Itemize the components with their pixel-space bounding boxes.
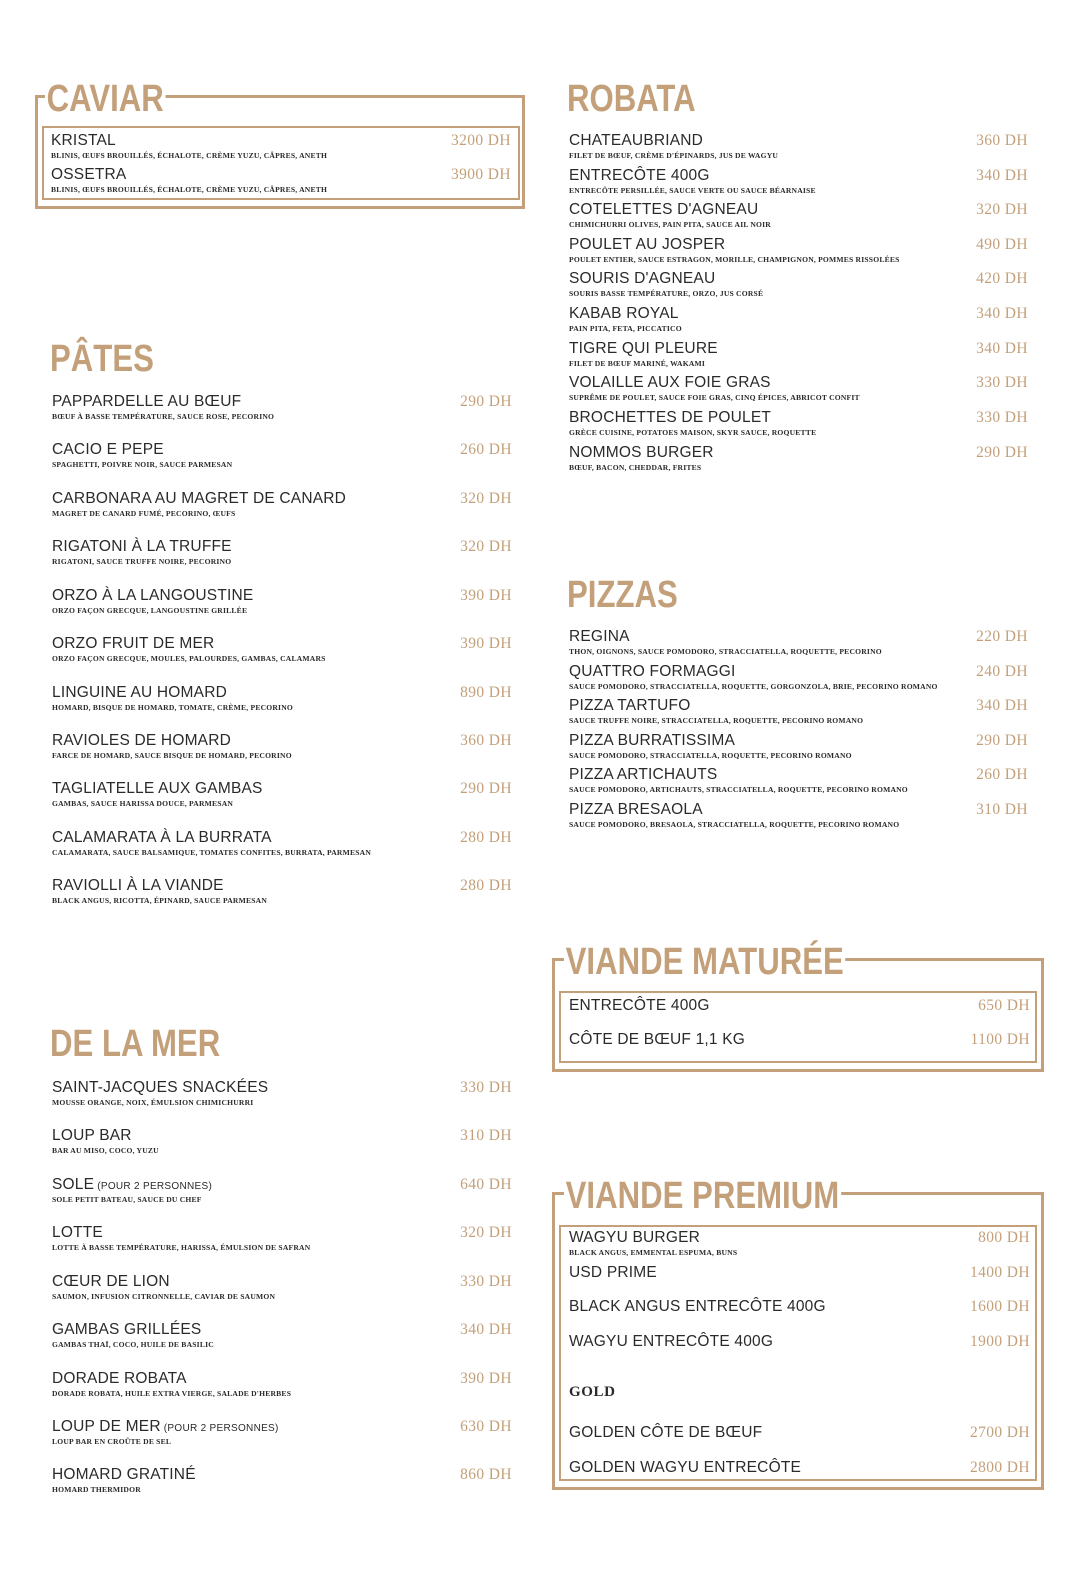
item-name: LOTTE <box>52 1224 103 1241</box>
item-name: CÔTE DE BŒUF 1,1 KG <box>569 1031 746 1048</box>
item-name: VOLAILLE AUX FOIE GRAS <box>569 374 771 391</box>
menu-item <box>569 801 1028 831</box>
item-name: ENTRECÔTE 400G <box>569 167 710 184</box>
item-description: THON, OIGNONS, SAUCE POMODORO, STRACCIATELLA, ROQUETTE, PECORINO <box>569 647 882 656</box>
menu-item <box>569 270 1028 300</box>
menu-item <box>52 393 512 423</box>
item-description: LOTTE À BASSE TEMPÉRATURE, HARISSA, ÉMULSION DE SAFRAN <box>52 1243 311 1252</box>
item-price: 290 DH <box>976 444 1028 461</box>
item-price: 490 DH <box>976 236 1028 253</box>
item-price: 320 DH <box>976 201 1028 218</box>
item-name: PAPPARDELLE AU BŒUF <box>52 393 242 410</box>
item-price: 2700 DH <box>969 1424 1030 1441</box>
item-description: GRÈCE CUISINE, POTATOES MAISON, SKYR SAUCE, ROQUETTE <box>569 428 817 437</box>
item-price: 240 DH <box>976 663 1028 680</box>
item-description: MOUSSE ORANGE, NOIX, ÉMULSION CHIMICHURRI <box>52 1098 254 1107</box>
menu-item <box>52 1466 512 1496</box>
item-price: 360 DH <box>976 132 1028 149</box>
item-description: BŒUF, BACON, CHEDDAR, FRITES <box>569 463 702 472</box>
menu-item <box>569 997 1030 1019</box>
item-name: KRISTAL <box>51 132 116 149</box>
menu-item <box>52 587 512 617</box>
menu-item <box>569 305 1028 335</box>
item-price: 390 DH <box>460 1370 512 1387</box>
item-name: ORZO À LA LANGOUSTINE <box>52 587 254 604</box>
item-price: 310 DH <box>976 801 1028 818</box>
item-name: ORZO FRUIT DE MER <box>52 635 215 652</box>
item-price: 280 DH <box>460 829 512 846</box>
robata-section <box>567 80 1028 480</box>
item-name: SAINT-JACQUES SNACKÉES <box>52 1079 269 1096</box>
item-price: 310 DH <box>460 1127 512 1144</box>
menu-item <box>52 684 512 714</box>
item-price: 3200 DH <box>450 132 511 149</box>
menu-item <box>51 166 511 196</box>
item-name: PIZZA TARTUFO <box>569 697 691 714</box>
viande-premium-section <box>552 1177 1044 1492</box>
item-name: SOURIS D'AGNEAU <box>569 270 716 287</box>
item-description: SAUMON, INFUSION CITRONNELLE, CAVIAR DE SAUMON <box>52 1292 276 1301</box>
pizzas-title: PIZZAS <box>567 574 678 616</box>
menu-item <box>569 409 1028 439</box>
item-description: DORADE ROBATA, HUILE EXTRA VIERGE, SALADE D'HERBES <box>52 1389 292 1398</box>
item-price: 1600 DH <box>969 1298 1030 1315</box>
item-name: DORADE ROBATA <box>52 1370 187 1387</box>
item-price: 390 DH <box>460 635 512 652</box>
item-name: KABAB ROYAL <box>569 305 679 322</box>
item-price: 2800 DH <box>969 1459 1030 1476</box>
item-description: SUPRÊME DE POULET, SAUCE FOIE GRAS, CINQ ÉPICES, ABRICOT CONFIT <box>569 393 860 402</box>
viande-maturee-section <box>552 943 1044 1071</box>
item-description: POULET ENTIER, SAUCE ESTRAGON, MORILLE, CHAMPIGNON, POMMES RISSOLÉES <box>569 255 900 264</box>
item-price: 1900 DH <box>969 1333 1030 1350</box>
item-description: BLINIS, ŒUFS BROUILLÉS, ÉCHALOTE, CRÈME YUZU, CÂPRES, ANETH <box>51 151 328 160</box>
item-description: BŒUF À BASSE TEMPÉRATURE, SAUCE ROSE, PECORINO <box>52 412 275 421</box>
item-name: PIZZA BRESAOLA <box>569 801 703 818</box>
menu-item <box>569 1298 1030 1320</box>
menu-item <box>569 167 1028 197</box>
menu-item <box>52 829 512 859</box>
item-name: POULET AU JOSPER <box>569 236 726 253</box>
item-description: SOLE PETIT BATEAU, SAUCE DU CHEF <box>52 1195 202 1204</box>
item-name: RAVIOLES DE HOMARD <box>52 732 232 749</box>
item-description: ORZO FAÇON GRECQUE, LANGOUSTINE GRILLÉE <box>52 606 248 615</box>
robata-title: ROBATA <box>567 78 696 120</box>
item-description: FILET DE BŒUF, CRÈME D'ÉPINARDS, JUS DE WAGYU <box>569 151 779 160</box>
item-description: GAMBAS THAÏ, COCO, HUILE DE BASILIC <box>52 1340 214 1349</box>
item-name: NOMMOS BURGER <box>569 444 714 461</box>
item-description: SPAGHETTI, POIVRE NOIR, SAUCE PARMESAN <box>52 460 233 469</box>
item-price: 340 DH <box>460 1321 512 1338</box>
item-name: OSSETRA <box>51 166 127 183</box>
menu-item <box>569 1459 1030 1481</box>
caviar-section <box>35 80 525 208</box>
item-description: CHIMICHURRI OLIVES, PAIN PITA, SAUCE AIL NOIR <box>569 220 771 229</box>
item-price: 340 DH <box>976 167 1028 184</box>
viande-maturee-title: VIANDE MATURÉE <box>565 941 844 983</box>
item-description: ENTRECÔTE PERSILLÉE, SAUCE VERTE OU SAUCE BÉARNAISE <box>569 186 816 195</box>
item-description: RIGATONI, SAUCE TRUFFE NOIRE, PECORINO <box>52 557 232 566</box>
menu-item <box>52 1418 512 1448</box>
item-description: BLACK ANGUS, EMMENTAL ESPUMA, BUNS <box>569 1248 738 1257</box>
item-name: PIZZA BURRATISSIMA <box>569 732 736 749</box>
item-price: 340 DH <box>976 697 1028 714</box>
viande-premium-title: VIANDE PREMIUM <box>565 1175 840 1217</box>
menu-item <box>569 1229 1030 1259</box>
item-name: WAGYU ENTRECÔTE 400G <box>569 1333 774 1350</box>
item-name: LOUP BAR <box>52 1127 132 1144</box>
item-description: FILET DE BŒUF MARINÉ, WAKAMI <box>569 359 706 368</box>
item-description: HOMARD THERMIDOR <box>52 1485 141 1494</box>
item-description: HOMARD, BISQUE DE HOMARD, TOMATE, CRÈME, PECORINO <box>52 703 294 712</box>
menu-item <box>52 877 512 907</box>
menu-item <box>569 766 1028 796</box>
item-price: 260 DH <box>460 441 512 458</box>
menu-item <box>569 444 1028 474</box>
menu-item <box>52 1127 512 1157</box>
item-price: 1400 DH <box>969 1264 1030 1281</box>
item-price: 290 DH <box>460 393 512 410</box>
item-description: SAUCE POMODORO, BRESAOLA, STRACCIATELLA, ROQUETTE, PECORINO ROMANO <box>569 820 900 829</box>
menu-item <box>52 490 512 520</box>
item-name: GOLDEN WAGYU ENTRECÔTE <box>569 1459 802 1476</box>
menu-item <box>52 732 512 762</box>
item-description: FARCE DE HOMARD, SAUCE BISQUE DE HOMARD, PECORINO <box>52 751 292 760</box>
menu-item <box>52 1224 512 1254</box>
item-name: CŒUR DE LION <box>52 1273 170 1290</box>
pizzas-section <box>567 576 1028 836</box>
item-name: REGINA <box>569 628 630 645</box>
item-price: 220 DH <box>976 628 1028 645</box>
item-description: PAIN PITA, FETA, PICCATICO <box>569 324 682 333</box>
item-price: 290 DH <box>976 732 1028 749</box>
menu-item <box>569 1031 1030 1053</box>
menu-item <box>52 1273 512 1303</box>
item-price: 330 DH <box>460 1273 512 1290</box>
item-name: ENTRECÔTE 400G <box>569 997 710 1014</box>
item-description: SAUCE TRUFFE NOIRE, STRACCIATELLA, ROQUETTE, PECORINO ROMANO <box>569 716 864 725</box>
menu-item <box>52 1176 512 1206</box>
item-price: 890 DH <box>460 684 512 701</box>
item-description: SAUCE POMODORO, ARTICHAUTS, STRACCIATELLA, ROQUETTE, PECORINO ROMANO <box>569 785 908 794</box>
item-price: 340 DH <box>976 340 1028 357</box>
menu-item <box>569 697 1028 727</box>
item-name: CARBONARA AU MAGRET DE CANARD <box>52 490 347 507</box>
item-price: 800 DH <box>978 1229 1030 1246</box>
item-name: BLACK ANGUS ENTRECÔTE 400G <box>569 1298 826 1315</box>
menu-item <box>52 538 512 568</box>
gold-subheading: GOLD <box>569 1384 616 1400</box>
item-name: CALAMARATA À LA BURRATA <box>52 829 272 846</box>
item-price: 630 DH <box>460 1418 512 1435</box>
item-price: 650 DH <box>978 997 1030 1014</box>
item-description: BLINIS, ŒUFS BROUILLÉS, ÉCHALOTE, CRÈME YUZU, CÂPRES, ANETH <box>51 185 328 194</box>
item-price: 280 DH <box>460 877 512 894</box>
menu-item <box>52 441 512 471</box>
item-description: ORZO FAÇON GRECQUE, MOULES, PALOURDES, GAMBAS, CALAMARS <box>52 654 326 663</box>
item-price: 330 DH <box>976 409 1028 426</box>
item-price: 260 DH <box>976 766 1028 783</box>
item-name: USD PRIME <box>569 1264 657 1281</box>
item-description: SOURIS BASSE TEMPÉRATURE, ORZO, JUS CORSÉ <box>569 289 764 298</box>
item-description: BLACK ANGUS, RICOTTA, ÉPINARD, SAUCE PARMESAN <box>52 896 268 905</box>
item-price: 330 DH <box>460 1079 512 1096</box>
item-price: 320 DH <box>460 490 512 507</box>
menu-item <box>569 732 1028 762</box>
item-name: GOLDEN CÔTE DE BŒUF <box>569 1424 763 1441</box>
item-name: PIZZA ARTICHAUTS <box>569 766 718 783</box>
menu-item <box>569 663 1028 693</box>
item-name: CHATEAUBRIAND <box>569 132 704 149</box>
item-description: LOUP BAR EN CROÛTE DE SEL <box>52 1437 172 1446</box>
menu-item <box>569 340 1028 370</box>
item-name: TAGLIATELLE AUX GAMBAS <box>52 780 263 797</box>
de-la-mer-section <box>50 1025 512 1495</box>
menu-item <box>569 628 1028 658</box>
item-name: RAVIOLLI À LA VIANDE <box>52 877 224 894</box>
pates-title: PÂTES <box>50 338 154 380</box>
menu-item <box>52 635 512 665</box>
item-price: 1100 DH <box>970 1031 1030 1048</box>
item-description: CALAMARATA, SAUCE BALSAMIQUE, TOMATES CONFITES, BURRATA, PARMESAN <box>52 848 372 857</box>
item-name: QUATTRO FORMAGGI <box>569 663 736 680</box>
menu-item <box>52 1370 512 1400</box>
item-name: BROCHETTES DE POULET <box>569 409 772 426</box>
menu-item <box>569 1264 1030 1286</box>
item-name: SOLE (POUR 2 PERSONNES) <box>52 1176 213 1193</box>
de-la-mer-title: DE LA MER <box>50 1023 221 1065</box>
item-name: RIGATONI À LA TRUFFE <box>52 538 232 555</box>
menu-item <box>569 374 1028 404</box>
item-price: 420 DH <box>976 270 1028 287</box>
item-name: COTELETTES D'AGNEAU <box>569 201 759 218</box>
caviar-title: CAVIAR <box>46 78 164 120</box>
menu-item <box>52 780 512 810</box>
menu-item <box>52 1321 512 1351</box>
item-name: GAMBAS GRILLÉES <box>52 1321 202 1338</box>
item-name: WAGYU BURGER <box>569 1229 701 1246</box>
item-price: 320 DH <box>460 538 512 555</box>
item-name: CACIO E PEPE <box>52 441 164 458</box>
item-price: 320 DH <box>460 1224 512 1241</box>
item-price: 360 DH <box>460 732 512 749</box>
item-description: SAUCE POMODORO, STRACCIATELLA, ROQUETTE, GORGONZOLA, BRIE, PECORINO ROMANO <box>569 682 938 691</box>
item-name: HOMARD GRATINÉ <box>52 1466 196 1483</box>
menu-item <box>52 1079 512 1109</box>
menu-item <box>51 132 511 162</box>
menu-item <box>569 1424 1030 1446</box>
item-price: 3900 DH <box>450 166 511 183</box>
item-price: 640 DH <box>460 1176 512 1193</box>
menu-item <box>569 132 1028 162</box>
menu-item <box>569 201 1028 231</box>
item-name: LINGUINE AU HOMARD <box>52 684 227 701</box>
item-name: TIGRE QUI PLEURE <box>569 340 718 357</box>
pates-section <box>50 340 512 920</box>
item-name: LOUP DE MER (POUR 2 PERSONNES) <box>52 1418 279 1435</box>
item-description: SAUCE POMODORO, STRACCIATELLA, ROQUETTE, PECORINO ROMANO <box>569 751 852 760</box>
menu-item <box>569 1333 1030 1355</box>
item-description: GAMBAS, SAUCE HARISSA DOUCE, PARMESAN <box>52 799 234 808</box>
item-price: 860 DH <box>460 1466 512 1483</box>
item-price: 340 DH <box>976 305 1028 322</box>
menu-item <box>569 236 1028 266</box>
item-price: 290 DH <box>460 780 512 797</box>
item-price: 390 DH <box>460 587 512 604</box>
item-description: BAR AU MISO, COCO, YUZU <box>52 1146 159 1155</box>
item-price: 330 DH <box>976 374 1028 391</box>
item-description: MAGRET DE CANARD FUMÉ, PECORINO, ŒUFS <box>52 509 236 518</box>
